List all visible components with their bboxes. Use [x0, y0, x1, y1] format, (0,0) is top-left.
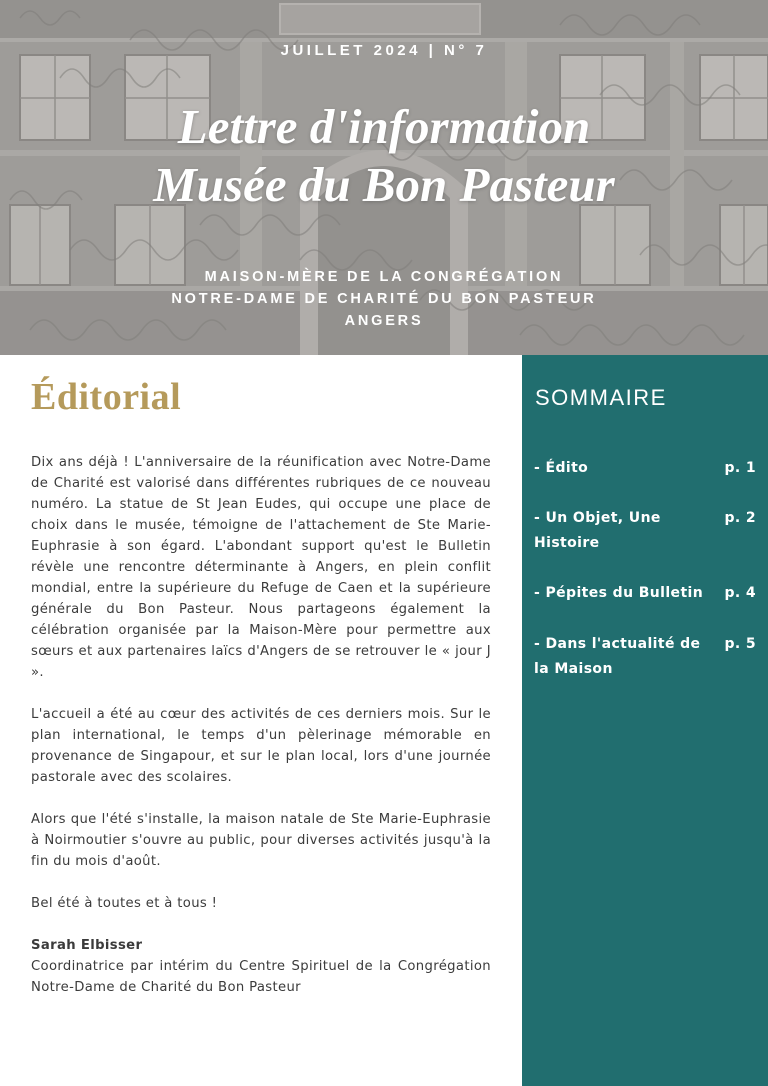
- toc-item-page: p. 4: [724, 585, 756, 601]
- sommaire-heading: SOMMAIRE: [535, 385, 667, 410]
- toc-item-label: - Un Objet, Une Histoire: [534, 510, 661, 551]
- banner-content: [0, 0, 768, 355]
- subtitle-line-1: MAISON-MÈRE DE LA CONGRÉGATION: [204, 269, 564, 285]
- title-line-1: Lettre d'information: [177, 99, 591, 154]
- subtitle-line-2: NOTRE-DAME DE CHARITÉ DU BON PASTEUR: [171, 291, 597, 307]
- editorial-paragraph-4: Bel été à toutes et à tous !: [31, 896, 218, 911]
- toc-item-objet-histoire[interactable]: [534, 506, 756, 556]
- table-of-contents-panel: [522, 355, 768, 1086]
- toc-item-label: - Pépites du Bulletin: [534, 585, 704, 601]
- signature-name: Sarah Elbisser: [31, 938, 143, 953]
- newsletter-title: [0, 98, 768, 214]
- toc-list: [534, 456, 756, 682]
- toc-item-label: - Dans l'actualité de la Maison: [534, 636, 701, 677]
- editorial-paragraph-1: Dix ans déjà ! L'anniversaire de la réunification avec Notre-Dame de Charité est valorisé dans différentes rubriques de ce nouveau numéro. La statue de St Jean Eudes, qui occupe une place de choix dans le musée, témoigne de l'attachement de Ste Marie-Euphrasie à son égard. L'abondant support qu'est le Bulletin révèle une rencontre déterminante à Angers, en plein conflit mondial, entre la supérieure du Refuge de Caen et la supérieure générale du Bon Pasteur. Nous partageons également la célébration organisée par la Maison-Mère pour permettre aux sœurs et aux partenaires laïcs d'Angers de se retrouver le « jour J ».: [31, 455, 491, 680]
- editorial-body: [31, 452, 491, 998]
- editorial-section: [31, 355, 491, 998]
- editorial-paragraph-2: L'accueil a été au cœur des activités de ces derniers mois. Sur le plan international, le temps d'un pèlerinage mémorable en provenance de Singapour, et sur le plan local, lors d'une journée pastorale avec des scolaires.: [31, 707, 491, 785]
- editorial-paragraph-3: Alors que l'été s'installe, la maison natale de Ste Marie-Euphrasie à Noirmoutier s'ouvre au public, pour diverses activités jusqu'à la fin du mois d'août.: [31, 812, 491, 869]
- signature-role: Coordinatrice par intérim du Centre Spirituel de la Congrégation Notre-Dame de Charité du Bon Pasteur: [31, 959, 491, 995]
- header-banner: [0, 0, 768, 355]
- toc-item-edito[interactable]: [534, 456, 756, 481]
- toc-item-page: p. 2: [724, 510, 756, 526]
- editorial-heading: Éditorial: [31, 376, 182, 418]
- toc-item-page: p. 1: [724, 460, 756, 476]
- issue-label: JUILLET 2024 | N° 7: [280, 42, 488, 59]
- toc-item-label: - Édito: [534, 460, 589, 476]
- toc-item-actualite-maison[interactable]: [534, 632, 756, 682]
- toc-item-page: p. 5: [724, 636, 756, 652]
- subtitle-line-3: ANGERS: [344, 313, 424, 329]
- title-line-2: Musée du Bon Pasteur: [153, 157, 615, 212]
- toc-item-pepites-bulletin[interactable]: [534, 581, 756, 606]
- institution-subtitle: [0, 266, 768, 332]
